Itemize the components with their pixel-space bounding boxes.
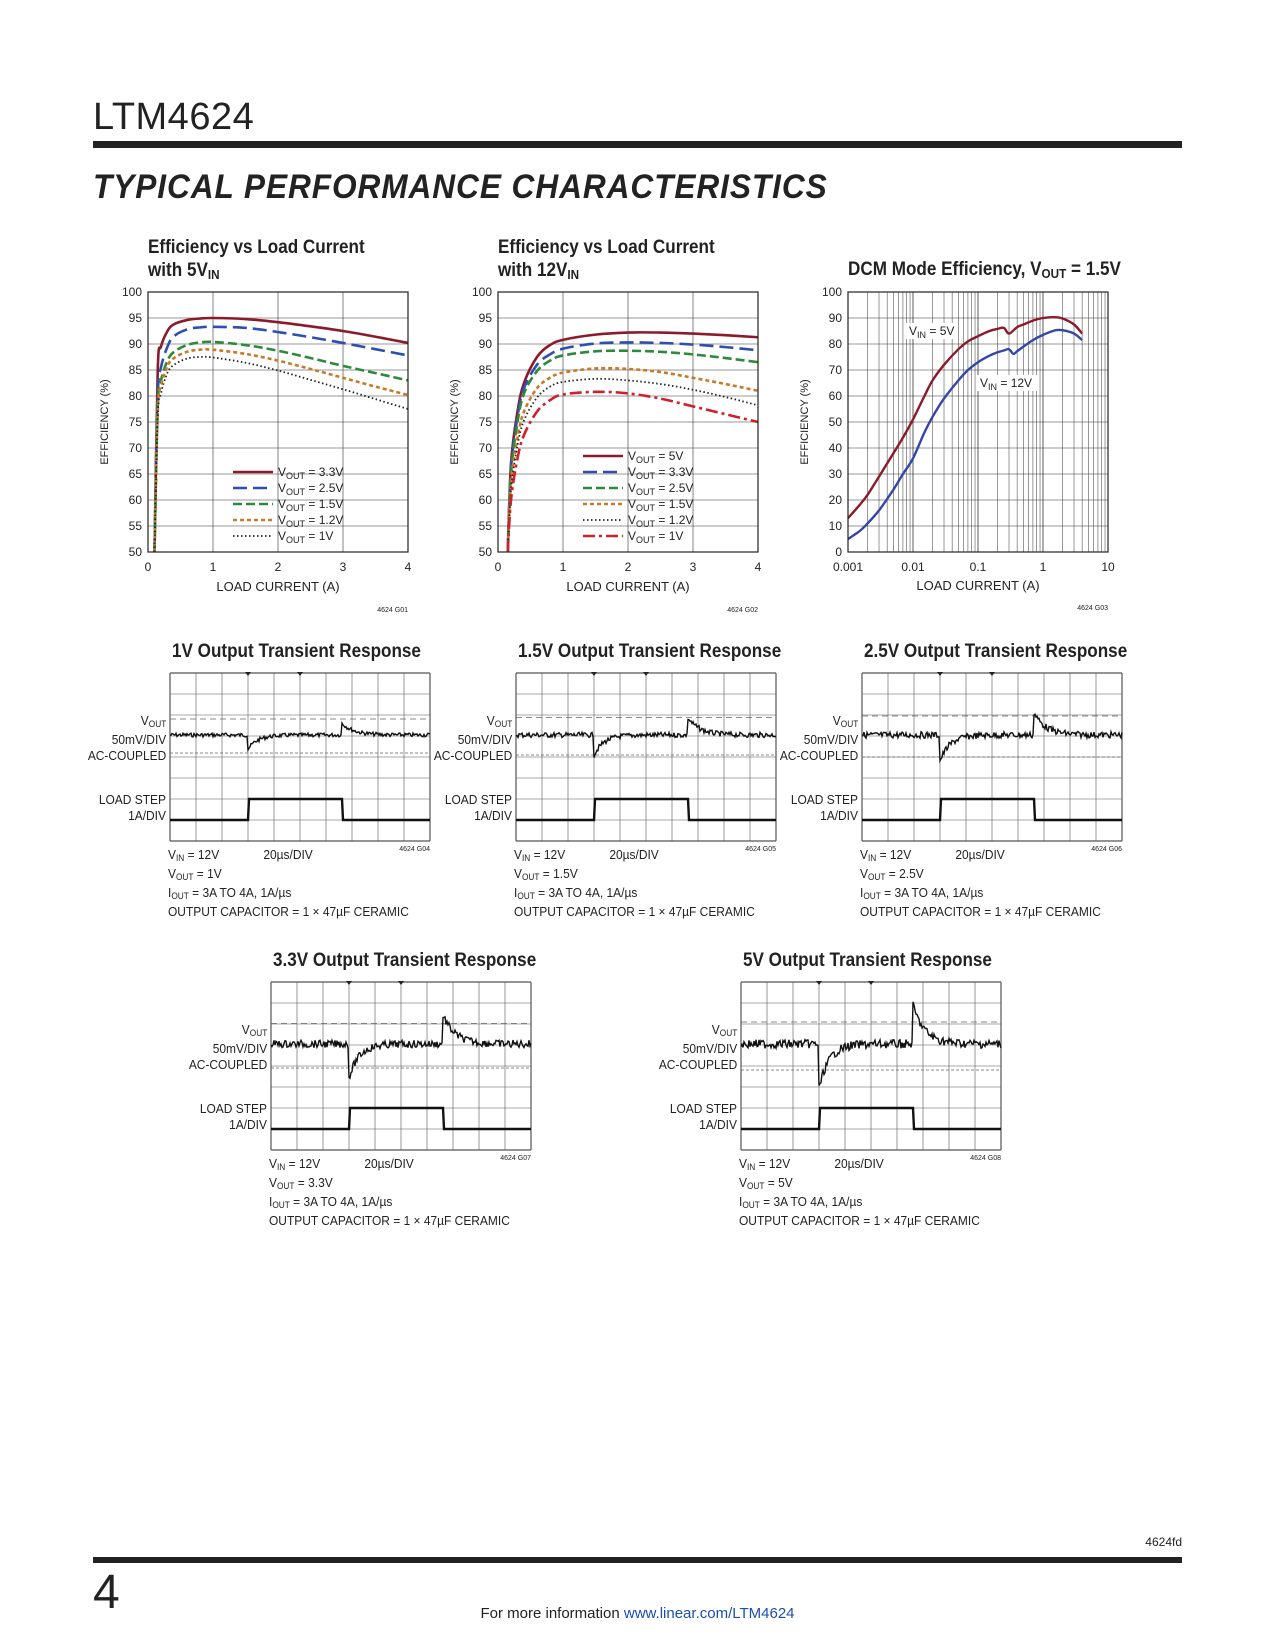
- plot-ticks: [122, 285, 412, 574]
- x-tick-label: 1: [209, 560, 217, 574]
- legend-label: $V_{OUT} = 1V$: [278, 529, 334, 545]
- legend-label: $V_{OUT} = 3.3V$: [628, 465, 694, 481]
- load-step-caption: LOAD STEP 1A/DIV: [669, 1101, 737, 1132]
- y-tick-label: 55: [478, 519, 492, 533]
- y-tick-label: 80: [478, 389, 492, 403]
- figure-code: 4624 G04: [399, 846, 430, 853]
- trigger-mark: [297, 672, 303, 676]
- chart-title-g01: [148, 236, 365, 286]
- trigger-mark: [346, 981, 352, 985]
- load-step-caption: LOAD STEP 1A/DIV: [790, 792, 858, 823]
- scope-screen: [270, 981, 532, 1173]
- x-tick-label: 2: [274, 560, 282, 574]
- y-tick-label: 50: [828, 415, 842, 429]
- scope-title: 5V Output Transient Response: [743, 950, 992, 971]
- x-tick-label: 10: [1101, 560, 1115, 574]
- y-tick-label: 80: [128, 389, 142, 403]
- y-tick-label: 75: [128, 415, 142, 429]
- chart-title-line2: with $5V_{IN}$: [148, 260, 220, 282]
- figure-code: 4624 G08: [970, 1155, 1001, 1162]
- footer-info: [0, 1605, 1275, 1622]
- y-tick-label: 90: [828, 311, 842, 325]
- y-tick-label: 70: [478, 441, 492, 455]
- y-tick-label: 90: [478, 337, 492, 351]
- load-step-caption: LOAD STEP 1A/DIV: [444, 792, 512, 823]
- trigger-mark: [591, 672, 597, 676]
- x-tick-label: 0.1: [969, 560, 987, 574]
- y-tick-label: 0: [835, 545, 842, 559]
- page-number: 4: [93, 1566, 120, 1619]
- chart-title-g03: DCM Mode Efficiency, $V_{OUT} = 1.5V$: [848, 259, 1121, 281]
- y-axis-label: EFFICIENCY (%): [799, 379, 811, 465]
- x-axis-label: LOAD CURRENT (A): [566, 579, 690, 594]
- scope-title: 1V Output Transient Response: [172, 641, 421, 662]
- y-tick-label: 65: [478, 467, 492, 481]
- x-tick-label: 1: [559, 560, 567, 574]
- part-number: LTM4624: [93, 96, 255, 138]
- x-tick-label: 3: [339, 560, 347, 574]
- plot-legend: [583, 449, 693, 545]
- scope-title: 3.3V Output Transient Response: [273, 950, 537, 971]
- x-tick-label: 0.01: [901, 560, 925, 574]
- x-tick-label: 4: [404, 560, 412, 574]
- x-tick-label: 1: [1039, 560, 1047, 574]
- scope-conditions: $V_{IN} = 12V$ 20µs/DIV $V_{OUT} = 1V$ $I_{OUT} = 3A$ TO 4A, 1A/µs OUTPUT CAPACITOR = 1 × 47µF CERAMIC: [168, 847, 409, 919]
- figure-code: 4624 G02: [727, 607, 758, 614]
- legend-label: $V_{OUT} = 3.3V$: [278, 465, 344, 481]
- load-step-caption: LOAD STEP 1A/DIV: [199, 1101, 267, 1132]
- legend-label: $V_{OUT} = 5V$: [628, 449, 684, 465]
- legend-label: $V_{OUT} = 2.5V$: [278, 481, 344, 497]
- y-tick-label: 75: [478, 415, 492, 429]
- figure-code: 4624 G01: [377, 607, 408, 614]
- scope-title: 1.5V Output Transient Response: [518, 641, 782, 662]
- y-tick-label: 100: [821, 285, 842, 299]
- legend-label: $V_{OUT} = 2.5V$: [628, 481, 694, 497]
- chart-title-line2: with $12V_{IN}$: [498, 260, 580, 282]
- y-tick-label: 65: [128, 467, 142, 481]
- x-tick-label: 0.001: [832, 560, 864, 574]
- website-link[interactable]: www.linear.com/LTM4624: [623, 1605, 795, 1622]
- curve-label: $V_{IN} = 5V$: [909, 324, 955, 340]
- efficiency-chart-g01: [90, 282, 430, 622]
- x-axis-label: LOAD CURRENT (A): [916, 578, 1040, 593]
- x-tick-label: 2: [624, 560, 632, 574]
- vout-channel-caption: $V_{OUT}$ 50mV/DIV AC-COUPLED: [779, 713, 858, 763]
- y-axis-label: EFFICIENCY (%): [99, 379, 111, 465]
- y-tick-label: 95: [128, 311, 142, 325]
- x-tick-label: 3: [689, 560, 697, 574]
- section-title: TYPICAL PERFORMANCE CHARACTERISTICS: [93, 168, 828, 206]
- vout-channel-caption: $V_{OUT}$ 50mV/DIV AC-COUPLED: [433, 713, 512, 763]
- figure-code: 4624 G06: [1091, 846, 1122, 853]
- y-tick-label: 40: [828, 441, 842, 455]
- figure-code: 4624 G07: [500, 1155, 531, 1162]
- figure-code: 4624 G03: [1077, 605, 1108, 612]
- y-axis-label: EFFICIENCY (%): [449, 379, 461, 465]
- y-tick-label: 60: [828, 389, 842, 403]
- dcm-efficiency-chart-g03: [790, 282, 1130, 622]
- y-tick-label: 60: [128, 493, 142, 507]
- plot-legend: [233, 465, 343, 545]
- more-info-text: For more information: [480, 1605, 620, 1622]
- scope-screen: [515, 672, 777, 864]
- chart-title-line1: Efficiency vs Load Current: [498, 237, 715, 258]
- x-axis-label: LOAD CURRENT (A): [216, 579, 340, 594]
- x-tick-label: 4: [754, 560, 762, 574]
- header-rule: [93, 141, 1182, 148]
- scope-conditions: $V_{IN} = 12V$ 20µs/DIV $V_{OUT} = 2.5V$ $I_{OUT} = 3A$ TO 4A, 1A/µs OUTPUT CAPACITOR = 1 × 47µF CERAMIC: [860, 847, 1101, 919]
- scope-conditions: $V_{IN} = 12V$ 20µs/DIV $V_{OUT} = 1.5V$ $I_{OUT} = 3A$ TO 4A, 1A/µs OUTPUT CAPACITOR = 1 × 47µF CERAMIC: [514, 847, 755, 919]
- scope-screen: [169, 672, 431, 864]
- y-tick-label: 10: [828, 519, 842, 533]
- trigger-mark: [398, 981, 404, 985]
- series-line: [848, 317, 1082, 518]
- y-tick-label: 70: [128, 441, 142, 455]
- figure-code: 4624 G05: [745, 846, 776, 853]
- legend-label: $V_{OUT} = 1V$: [628, 529, 684, 545]
- y-tick-label: 55: [128, 519, 142, 533]
- trigger-mark: [937, 672, 943, 676]
- y-tick-label: 85: [478, 363, 492, 377]
- y-tick-label: 90: [128, 337, 142, 351]
- trigger-mark: [245, 672, 251, 676]
- doc-id: 4624fd: [1145, 1535, 1182, 1549]
- y-tick-label: 30: [828, 467, 842, 481]
- scope-screen: [740, 981, 1002, 1173]
- y-tick-label: 100: [471, 285, 492, 299]
- y-tick-label: 20: [828, 493, 842, 507]
- y-tick-label: 50: [128, 545, 142, 559]
- scope-conditions: $V_{IN} = 12V$ 20µs/DIV $V_{OUT} = 5V$ $I_{OUT} = 3A$ TO 4A, 1A/µs OUTPUT CAPACITOR = 1 × 47µF CERAMIC: [739, 1156, 980, 1228]
- y-tick-label: 80: [828, 337, 842, 351]
- series-line: [848, 330, 1082, 539]
- legend-label: $V_{OUT} = 1.2V$: [628, 513, 694, 529]
- y-tick-label: 100: [121, 285, 142, 299]
- vout-channel-caption: $V_{OUT}$ 50mV/DIV AC-COUPLED: [658, 1022, 737, 1072]
- x-tick-label: 0: [494, 560, 502, 574]
- trigger-mark: [816, 981, 822, 985]
- x-tick-label: 0: [144, 560, 152, 574]
- plot-curves: [848, 317, 1082, 539]
- y-tick-label: 95: [478, 311, 492, 325]
- chart-title-line1: Efficiency vs Load Current: [148, 237, 365, 258]
- vout-channel-caption: $V_{OUT}$ 50mV/DIV AC-COUPLED: [87, 713, 166, 763]
- scope-screen: [861, 672, 1123, 864]
- plot-ticks: [822, 285, 1115, 574]
- footer-rule: [93, 1557, 1182, 1563]
- y-tick-label: 50: [478, 545, 492, 559]
- vout-channel-caption: $V_{OUT}$ 50mV/DIV AC-COUPLED: [188, 1022, 267, 1072]
- legend-label: $V_{OUT} = 1.5V$: [278, 497, 344, 513]
- scope-conditions: $V_{IN} = 12V$ 20µs/DIV $V_{OUT} = 3.3V$ $I_{OUT} = 3A$ TO 4A, 1A/µs OUTPUT CAPACITOR = 1 × 47µF CERAMIC: [269, 1156, 510, 1228]
- curve-label: $V_{IN} = 12V$: [980, 376, 1033, 392]
- y-tick-label: 60: [478, 493, 492, 507]
- trigger-mark: [643, 672, 649, 676]
- trigger-mark: [868, 981, 874, 985]
- efficiency-chart-g02: [440, 282, 780, 622]
- scope-title: 2.5V Output Transient Response: [864, 641, 1128, 662]
- legend-label: $V_{OUT} = 1.2V$: [278, 513, 344, 529]
- y-tick-label: 85: [128, 363, 142, 377]
- chart-title-g02: [498, 236, 715, 286]
- trigger-mark: [989, 672, 995, 676]
- load-step-caption: LOAD STEP 1A/DIV: [98, 792, 166, 823]
- legend-label: $V_{OUT} = 1.5V$: [628, 497, 694, 513]
- y-tick-label: 70: [828, 363, 842, 377]
